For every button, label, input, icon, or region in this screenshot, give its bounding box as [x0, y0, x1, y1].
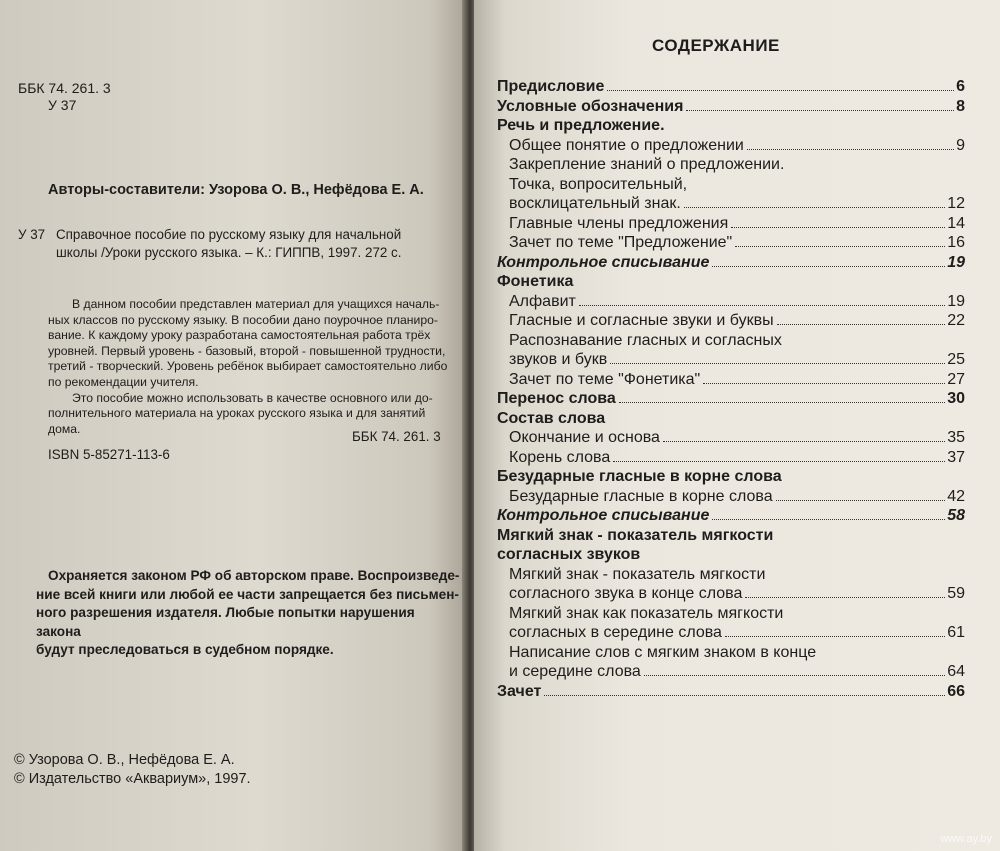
copyright-publisher: © Издательство «Аквариум», 1997.: [14, 771, 251, 787]
citation-code: У 37: [18, 227, 46, 242]
toc-entry-page: 19: [947, 292, 965, 310]
left-page: [0, 0, 466, 851]
toc-entry: [497, 234, 965, 254]
toc-entry: [497, 683, 965, 703]
toc-entry-page: 64: [947, 663, 965, 680]
toc-leader-dots: [703, 383, 945, 384]
toc-leader-dots: [663, 441, 945, 442]
copyright-notice: [36, 567, 461, 660]
toc-entry: [497, 566, 965, 586]
toc-entry-page: 66: [947, 682, 965, 700]
citation-line-2: школы /Уроки русского языка. – К.: ГИППВ, 1997. 272 с.: [56, 245, 402, 260]
notice-line: ного разрешения издателя. Любые попытки нарушения закона: [36, 605, 415, 639]
toc-entry-label: восклицательный знак.: [509, 195, 681, 212]
annotation-line: третий - творческий. Уровень ребёнок выбирает самостоятельно либо: [48, 359, 448, 374]
toc-entry-label: Фонетика: [497, 273, 574, 290]
toc-leader-dots: [607, 90, 954, 91]
isbn: ISBN 5-85271-113-6: [48, 447, 170, 462]
annotation-line: по рекомендации учителя.: [48, 374, 199, 389]
toc-leader-dots: [747, 149, 954, 150]
toc-leader-dots: [684, 207, 945, 208]
toc-entry: [497, 195, 965, 215]
citation-line-1: Справочное пособие по русскому языку для начальной: [56, 227, 402, 242]
toc-entry: [497, 663, 965, 683]
toc-entry-page: 9: [956, 136, 965, 154]
toc-entry-page: 14: [947, 214, 965, 232]
toc-entry-page: 35: [947, 429, 965, 446]
toc-entry-page: 22: [947, 312, 965, 329]
toc-leader-dots: [619, 402, 945, 403]
toc-entry: [497, 605, 965, 625]
toc-leader-dots: [613, 461, 945, 462]
toc-leader-dots: [579, 305, 945, 306]
toc-entry-label: и середине слова: [509, 663, 641, 680]
toc-entry: [497, 176, 965, 196]
annotation-line: уровней. Первый уровень - базовый, второй - повышенной трудности,: [48, 343, 446, 358]
toc-entry-label: Зачет по теме "Предложение": [509, 234, 733, 251]
toc-entry: [497, 332, 965, 352]
toc-entry: [497, 449, 965, 469]
toc-entry-page: 6: [956, 78, 965, 95]
site-watermark: www.ay.by: [940, 833, 992, 845]
authors-line: Авторы-составители: Узорова О. В., Нефёдова Е. А.: [48, 182, 424, 198]
toc-entry-label: Условные обозначения: [497, 97, 684, 115]
toc-entry-label: Состав слова: [497, 409, 606, 427]
toc-entry-page: 59: [947, 585, 965, 602]
notice-line: Охраняется законом РФ об авторском праве. Воспроизведе-: [48, 568, 460, 583]
annotation-line: ных классов по русскому языку. В пособии дано поурочное планиро-: [48, 312, 438, 327]
toc-entry-label: Мягкий знак - показатель мягкости: [497, 526, 774, 544]
toc-entry-page: 8: [956, 97, 965, 115]
toc-entry: [497, 312, 965, 332]
toc-entry-label: Гласные и согласные звуки и буквы: [509, 312, 774, 329]
table-of-contents: [497, 78, 965, 702]
toc-entry-label: Безударные гласные в корне слова: [509, 487, 773, 505]
toc-entry: [497, 429, 965, 449]
toc-title: СОДЕРЖАНИЕ: [652, 36, 780, 55]
toc-entry: [497, 156, 965, 176]
toc-entry: [497, 527, 965, 547]
toc-entry: [497, 410, 965, 430]
toc-entry-page: 42: [947, 487, 965, 505]
toc-entry-label: Корень слова: [509, 448, 611, 466]
toc-entry-label: Зачет: [497, 682, 542, 700]
toc-leader-dots: [731, 227, 945, 228]
toc-entry-label: Контрольное списывание: [497, 253, 710, 271]
toc-entry: [497, 546, 965, 566]
toc-entry: [497, 644, 965, 664]
annotation-line: дома.: [48, 421, 81, 436]
toc-entry-label: Точка, вопросительный,: [509, 175, 688, 193]
toc-entry-page: 61: [947, 624, 965, 641]
bbk-code-2: ББК 74. 261. 3: [352, 429, 441, 444]
toc-entry-label: Окончание и основа: [509, 429, 660, 446]
toc-entry-page: 16: [947, 234, 965, 251]
toc-entry-page: 27: [947, 370, 965, 388]
toc-entry: [497, 390, 965, 410]
toc-entry-label: Зачет по теме "Фонетика": [509, 370, 701, 388]
toc-leader-dots: [777, 324, 946, 325]
toc-leader-dots: [686, 110, 954, 111]
toc-leader-dots: [735, 246, 945, 247]
toc-entry: [497, 117, 965, 137]
notice-line: будут преследоваться в судебном порядке.: [36, 642, 334, 657]
toc-entry-page: 19: [947, 253, 965, 271]
toc-entry-label: Мягкий знак - показатель мягкости: [509, 565, 766, 583]
toc-entry-label: Главные члены предложения: [509, 214, 729, 232]
annotation-block: [48, 297, 463, 437]
toc-entry-label: Закрепление знаний о предложении.: [509, 156, 785, 173]
annotation-line: полнительного материала на уроках русского языка и для занятий: [48, 406, 426, 421]
toc-entry: [497, 507, 965, 527]
author-sign: У 37: [48, 97, 77, 113]
toc-leader-dots: [745, 597, 945, 598]
toc-entry: [497, 371, 965, 391]
toc-entry-label: Распознавание гласных и согласных: [509, 331, 782, 349]
toc-entry-label: Общее понятие о предложении: [509, 136, 744, 154]
toc-entry: [497, 273, 965, 293]
toc-entry-label: звуков и букв: [509, 351, 608, 368]
toc-entry-label: Предисловие: [497, 78, 605, 95]
toc-entry-label: Безударные гласные в корне слова: [497, 468, 782, 485]
toc-entry: [497, 488, 965, 508]
toc-leader-dots: [712, 266, 945, 267]
toc-entry-page: 37: [947, 448, 965, 466]
notice-line: ние всей книги или любой ее части запрещается без письмен-: [36, 586, 459, 602]
toc-entry-label: согласных звуков: [497, 546, 641, 563]
toc-entry-page: 58: [947, 507, 965, 524]
toc-entry: [497, 585, 965, 605]
toc-entry: [497, 468, 965, 488]
toc-entry-page: 25: [947, 351, 965, 368]
toc-entry: [497, 215, 965, 235]
copyright-authors: © Узорова О. В., Нефёдова Е. А.: [14, 752, 235, 768]
annotation-line: вание. К каждому уроку разработана самостоятельная работа трёх: [48, 328, 431, 343]
toc-entry: [497, 624, 965, 644]
toc-entry-label: Речь и предложение.: [497, 117, 665, 134]
toc-entry-label: Написание слов с мягким знаком в конце: [509, 643, 817, 661]
toc-entry-label: Алфавит: [509, 292, 576, 310]
bbk-code: ББК 74. 261. 3: [18, 80, 111, 96]
toc-entry: [497, 137, 965, 157]
toc-entry-label: согласных в середине слова: [509, 624, 722, 641]
toc-leader-dots: [544, 695, 945, 696]
annotation-line: В данном пособии представлен материал для учащихся началь-: [72, 297, 440, 311]
toc-entry-page: 12: [947, 195, 965, 212]
toc-entry: [497, 78, 965, 98]
right-page: [474, 0, 1000, 851]
toc-entry-page: 30: [947, 390, 965, 407]
annotation-line: Это пособие можно использовать в качестве основного или до-: [72, 390, 433, 405]
toc-entry-label: Контрольное списывание: [497, 507, 710, 524]
toc-entry: [497, 254, 965, 274]
toc-entry-label: Перенос слова: [497, 390, 616, 407]
toc-leader-dots: [776, 500, 946, 501]
toc-entry-label: Мягкий знак как показатель мягкости: [509, 604, 784, 622]
toc-entry: [497, 293, 965, 313]
toc-leader-dots: [712, 519, 945, 520]
toc-leader-dots: [644, 675, 945, 676]
toc-entry: [497, 351, 965, 371]
toc-leader-dots: [610, 363, 945, 364]
toc-entry: [497, 98, 965, 118]
toc-leader-dots: [725, 636, 945, 637]
toc-entry-label: согласного звука в конце слова: [509, 585, 743, 602]
